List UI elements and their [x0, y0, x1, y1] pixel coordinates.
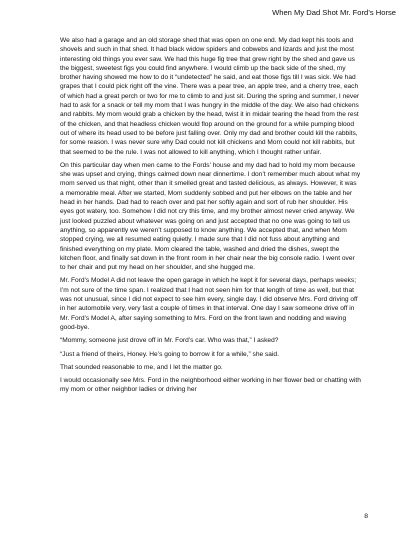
paragraph-7: I would occasionally see Mrs. Ford in the neighborhood either working in her flower bed or chatting with my mom or other neighbor ladies or driving her — [60, 377, 361, 394]
paragraph-2: On this particular day when men came to the Fords’ house and my dad had to hold my mom because she was upset and crying, things calmed down near dinnertime. I don’t remember much about what my mom served us that night, other than it smelled great and tasted delicious, as always. However, it was a memorable meal. After we started, Mom suddenly sobbed and put her elbows on the table and her head in her hands. Dad had to reach over and pat her softly again and sort of rub her shoulder. His eyes got watery, too. Somehow I did not cry this time, and my brother almost never cried anyway. We just looked puzzled about whatever was going on and just accepted that no one was going to tell us anything, so apparently we weren’t supposed to know anything. We accepted that, and when Mom stopped crying, we all resumed eating quietly. I made sure that I did not fuss about anything and finished everything on my plate. Mom cleared the table, washed and dried the dishes, swept the kitchen floor, and finally sat down in the front room in her chair near the big console radio. I went over to her chair and put my head on her shoulder, and she hugged me. — [60, 161, 361, 272]
body-text — [60, 36, 361, 399]
running-head-title: When My Dad Shot Mr. Ford’s Horse — [272, 8, 396, 17]
paragraph-3: Mr. Ford’s Model A did not leave the open garage in which he kept it for several days, perhaps weeks; I’m not sure of the time span. I realized that I had not seen him for that length of time as well, but that was not unusual, since I did not expect to see him every, single day. I did observe Mrs. Ford driving off in her automobile very, very fast a couple of times in that interval. One day I saw someone drive off in Mr. Ford’s Model A, after saying something to Mrs. Ford on the front lawn and nodding and waving good-bye. — [60, 277, 358, 331]
paragraph-1: We also had a garage and an old storage shed that was open on one end. My dad kept his tools and shovels and such in that shed. It had black widow spiders and cobwebs and lizards and just the most interesting old things you ever saw. We had this huge fig tree that grew right by the shed and gave us the biggest, sweetest figs you could find anywhere. I would climb up the back side of the shed, my brother having showed me how to do it “undetected” he said, and eat those figs till I was sick. We had grapes that I could pick right off the vine. There was a pear tree, an apple tree, and a cherry tree, each of which had a great perch or two for me to climb to and just sit. During the spring and summer, I never had to ask for a snack or tell my mom that I was hungry in the middle of the day. We also had chickens and rabbits. My mom would grab a chicken by the head, twist it in midair tearing the head from the rest of the chicken, and that headless chicken would flop around on the ground for a while pumping blood out of where its head used to be before just falling over. Only my dad and brother could kill the rabbits, for some reason. I was never sure why Dad could not kill chickens and Mom could not kill rabbits, but that seemed to be the rule. I was not allowed to kill anything, which I thought rather unfair. — [60, 37, 360, 156]
paragraph-6: That sounded reasonable to me, and I let the matter go. — [60, 363, 223, 371]
paragraph-5: “Just a friend of theirs, Honey. He’s going to borrow it for a while,” she said. — [60, 350, 279, 358]
paragraph-4: “Mommy, someone just drove off in Mr. Ford’s car. Who was that,” I asked? — [60, 337, 279, 345]
page-number: 8 — [364, 513, 368, 520]
